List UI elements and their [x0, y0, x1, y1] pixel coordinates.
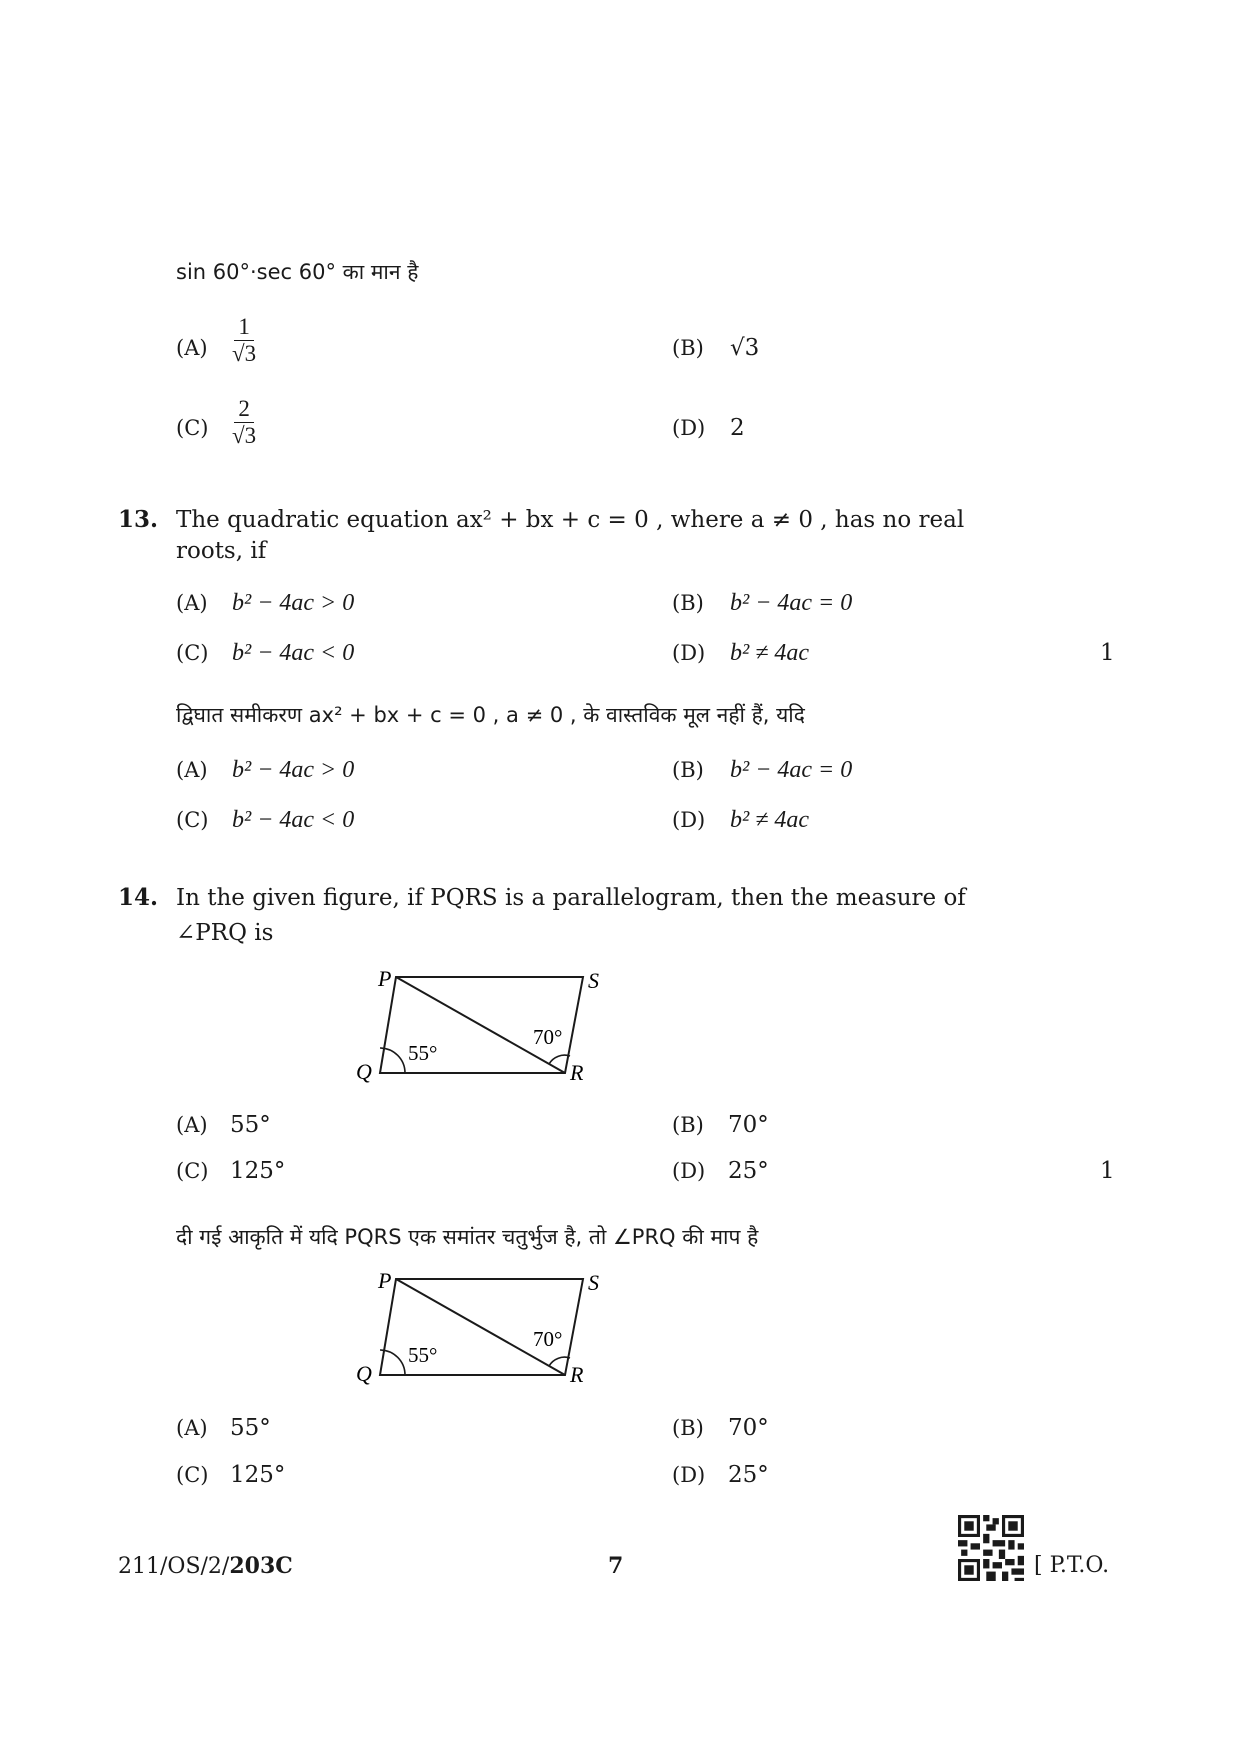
q13-option-c-label: (C)	[176, 641, 209, 665]
q14-option-b-label: (B)	[672, 1113, 704, 1137]
q14-hindi-option-c-value: 125°	[230, 1462, 286, 1488]
q14-hindi-option-d-value: 25°	[728, 1462, 769, 1488]
q13-option-b-value: b² − 4ac = 0	[730, 590, 853, 616]
vertex-r-label-hindi: R	[570, 1362, 584, 1387]
vertex-q-label: Q	[356, 1059, 372, 1084]
q14-hindi-option-c-label: (C)	[176, 1463, 209, 1487]
q14-marks: 1	[1100, 1158, 1115, 1184]
angle-r-label: 70°	[533, 1025, 563, 1049]
angle-q-label: 55°	[408, 1041, 438, 1065]
q14-hindi-option-a-label: (A)	[176, 1416, 208, 1440]
paper-code: 211/OS/2/203C	[118, 1553, 293, 1579]
q12-option-c-fraction: $\frac{2}{√3}$	[232, 396, 257, 448]
q13-option-d-label: (D)	[672, 641, 706, 665]
q13-option-a-value: b² − 4ac > 0	[232, 590, 355, 616]
q14-option-a-label: (A)	[176, 1113, 208, 1137]
vertex-s-label: S	[588, 968, 599, 993]
q14-hindi-option-d-label: (D)	[672, 1463, 706, 1487]
angle-r-label-hindi: 70°	[533, 1327, 563, 1351]
q13-hindi-option-c-label: (C)	[176, 808, 209, 832]
q14-hindi-option-b-label: (B)	[672, 1416, 704, 1440]
q14-option-c-label: (C)	[176, 1159, 209, 1183]
q12-hindi-stem: sin 60°·sec 60° का मान है	[176, 260, 419, 284]
q12-option-a-label: (A)	[176, 336, 208, 360]
q14-option-c-value: 125°	[230, 1158, 286, 1184]
vertex-q-label-hindi: Q	[356, 1361, 372, 1386]
pto-label: [ P.T.O.	[1034, 1553, 1110, 1578]
q13-marks: 1	[1100, 640, 1115, 666]
q13-stem-line1: The quadratic equation ax² + bx + c = 0 , where a ≠ 0 , has no real	[176, 507, 965, 533]
vertex-s-label-hindi: S	[588, 1270, 599, 1295]
q12-option-b-value: √3	[730, 335, 760, 361]
q14-option-d-value: 25°	[728, 1158, 769, 1184]
q13-hindi-option-d-value: b² ≠ 4ac	[730, 807, 810, 833]
vertex-r-label: R	[570, 1060, 584, 1085]
q14-hindi-option-b-value: 70°	[728, 1415, 769, 1441]
vertex-p-label: P	[378, 966, 392, 991]
q12-option-a-fraction: $\frac{1}{√3}$	[232, 314, 257, 366]
q13-hindi-option-d-label: (D)	[672, 808, 706, 832]
angle-q-label-hindi: 55°	[408, 1343, 438, 1367]
q12-option-d-label: (D)	[672, 416, 706, 440]
q14-hindi-option-a-value: 55°	[230, 1415, 271, 1441]
q13-stem-line2: roots, if	[176, 538, 267, 564]
q12-option-b-label: (B)	[672, 336, 704, 360]
q14-option-d-label: (D)	[672, 1159, 706, 1183]
q13-option-d-value: b² ≠ 4ac	[730, 640, 810, 666]
q14-option-a-value: 55°	[230, 1112, 271, 1138]
q13-hindi-option-b-label: (B)	[672, 758, 704, 782]
q13-hindi-option-a-label: (A)	[176, 758, 208, 782]
q13-hindi-option-a-value: b² − 4ac > 0	[232, 757, 355, 783]
q12-option-c-label: (C)	[176, 416, 209, 440]
parallelogram-figure	[350, 960, 630, 1090]
q14-stem-line2: ∠PRQ is	[176, 920, 274, 946]
q14-hindi-stem: दी गई आकृति में यदि PQRS एक समांतर चतुर्भुज है, तो ∠PRQ की माप है	[176, 1225, 759, 1249]
page-number: 7	[608, 1553, 624, 1579]
q13-option-a-label: (A)	[176, 591, 208, 615]
q14-number: 14.	[118, 884, 159, 911]
parallelogram-figure-hindi	[350, 1262, 630, 1392]
q13-option-c-value: b² − 4ac < 0	[232, 640, 355, 666]
q13-option-b-label: (B)	[672, 591, 704, 615]
qr-code-icon	[958, 1515, 1024, 1581]
q12-option-d-value: 2	[730, 415, 745, 441]
q14-stem-line1: In the given figure, if PQRS is a parallelogram, then the measure of	[176, 885, 966, 911]
vertex-p-label-hindi: P	[378, 1268, 392, 1293]
q13-number: 13.	[118, 506, 159, 533]
q13-hindi-option-b-value: b² − 4ac = 0	[730, 757, 853, 783]
q14-option-b-value: 70°	[728, 1112, 769, 1138]
q13-hindi-option-c-value: b² − 4ac < 0	[232, 807, 355, 833]
q13-hindi-stem: द्विघात समीकरण ax² + bx + c = 0 , a ≠ 0 , के वास्तविक मूल नहीं हैं, यदि	[176, 703, 805, 727]
